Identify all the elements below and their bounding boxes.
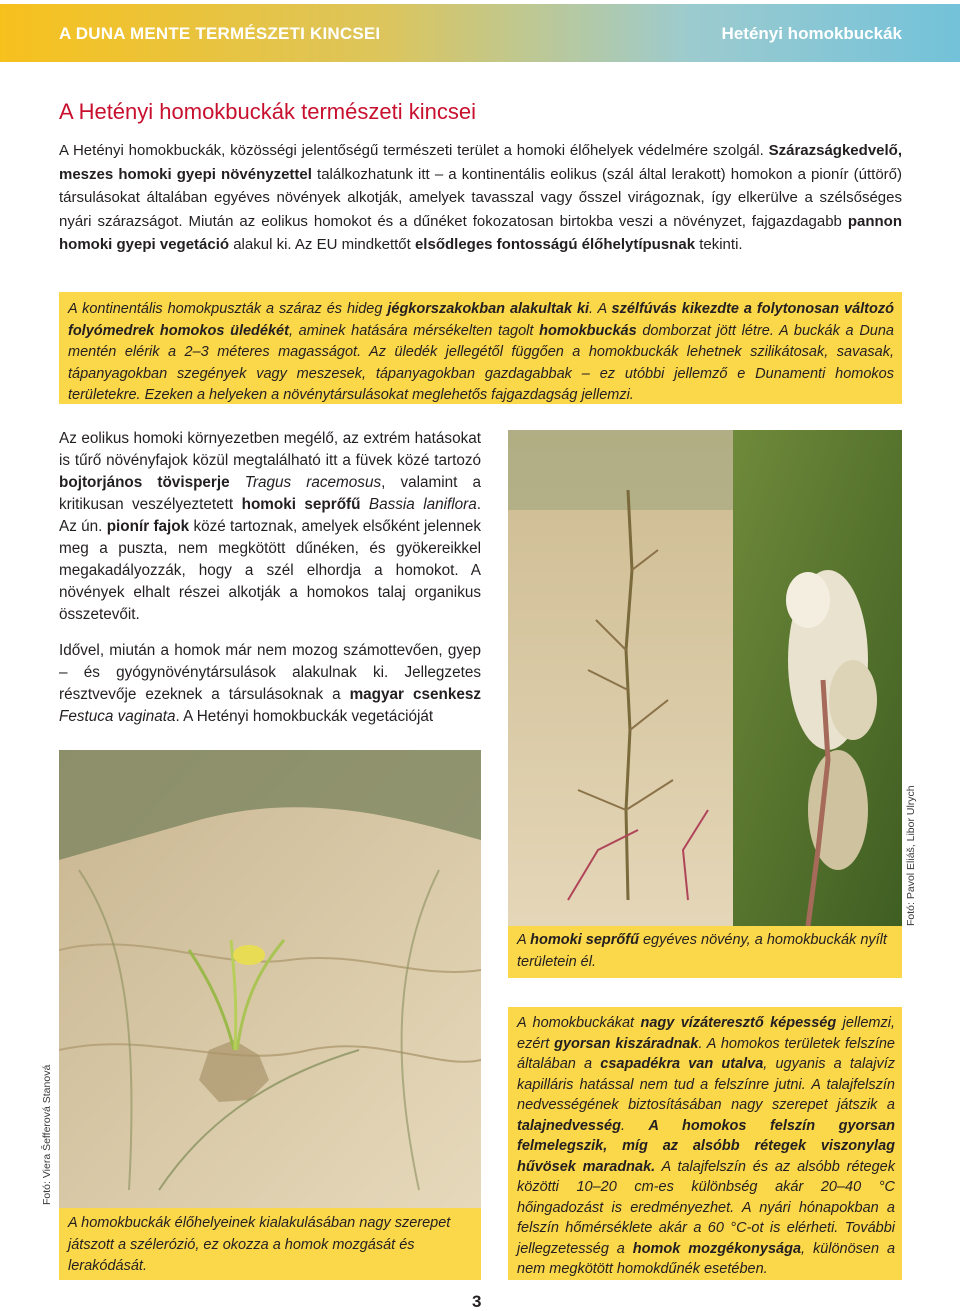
sand-dune-caption-text: A homokbuckák élőhelyeinek kialakulásában nagy szerepet játszott a szélerózió, ez okozza a homok mozgását és lerakódását.: [68, 1215, 451, 1274]
box2-segment: A homokos felszín gyorsan felmelegszik, míg az alsóbb rétegek viszonylag hűvösek maradnak.: [517, 1117, 895, 1175]
bassia-caption: [508, 926, 902, 978]
left-paragraph-pioneer: [59, 428, 481, 626]
box1-segment: A kontinentális homokpuszták a száraz és hideg: [68, 301, 388, 317]
highlight-box-water-text: [517, 1013, 895, 1280]
intro-segment: Szárazságkedvelő, meszes homoki gyepi növényzettel: [59, 142, 902, 183]
box2-segment: nagy vízáteresztő képesség: [640, 1015, 837, 1031]
intro-segment: alakul ki. Az EU mindkettőt: [229, 236, 415, 253]
left_p1-segment: bojtorjános tövisperje: [59, 474, 230, 491]
left_p1-segment: [230, 474, 245, 491]
intro-segment: tekinti.: [695, 236, 743, 253]
page-title: A Hetényi homokbuckák természeti kincsei: [59, 99, 476, 124]
box2-segment: talajnedvesség: [517, 1117, 621, 1134]
bassia-photo: [508, 430, 902, 926]
left_p1-segment: Az eolikus homoki környezetben megélő, az extrém hatásokat is tűrő növényfajok közül megtalálható itt a füvek közé tartozó: [59, 430, 481, 469]
photo-credit-right-text: Fotó: Pavol Eliáš, Libor Ulrych: [905, 785, 917, 926]
box1-segment: . A: [589, 301, 612, 317]
left_p1-segment: . Az ún.: [59, 496, 482, 535]
intro-segment: pannon homoki gyepi vegetáció: [59, 212, 902, 253]
box2-segment: , ugyanis a talajvíz kapilláris hatással nem tud a felszínre jutni. A talajfelszín nedvességének biztosításában nagy szerepet játszik a: [517, 1056, 895, 1113]
photo-credit-left-text: Fotó: Viera Šefferová Stanová: [41, 1064, 53, 1205]
box2-segment: A talajfelszín és az alsóbb rétegek közötti 10–20 cm-es különbség akár 20–40 °C hőingadozást is eredményezhet. A nyári hónapokban a felszín hőmérséklete akár a 60 °C-ot is elérheti. További jellegzetesség a: [517, 1158, 895, 1257]
highlight-box-glacial: [59, 292, 902, 404]
bassia-caption-text: [517, 930, 897, 973]
header-section-title: A DUNA MENTE TERMÉSZETI KINCSEI: [59, 24, 381, 43]
box1-segment: jégkorszakokban alakultak ki: [387, 301, 590, 317]
intro-segment: találkozhatunk itt – a kontinentális eolikus (szál által lerakott) homokon a pionír (úttörő) társulásokat általában egyéves növények alkotják, amelyek tavasszal vagy ősszel virágoznak, így elkerülve a szélsőséges nyári szárazságot. Miután az eolikus homokot és a dűnéket fokozatosan birtokba veszi a növényzet, fajgazdagabb: [59, 165, 903, 230]
sand-dune-caption: [59, 1208, 481, 1280]
photo-credit-left: [41, 1064, 55, 1311]
intro-segment: elsődleges fontosságú élőhelytípusnak: [414, 236, 696, 253]
left_p2-segment: magyar csenkesz: [349, 686, 481, 703]
left_p1-segment: Bassia laniflora: [368, 496, 477, 513]
left_p1-segment: pionír fajok: [106, 518, 190, 535]
box2-segment: , különösen a nem megkötött homokdűnék esetében.: [517, 1240, 896, 1277]
box1-segment: , aminek hatására mérsékelten tagolt: [288, 322, 540, 339]
sand-dune-photo: [59, 750, 481, 1208]
caption_right-segment: homoki seprőfű: [530, 932, 639, 948]
left_p1-segment: közé tartoznak, amelyek elsőként jelennek meg a puszta, nem megkötött dűnéken, és gyökereikkel megakadályozzák, hogy a szél elhordja a homokot. A növények elhalt részei alkotják a homokos talaj organikus összetevőit.: [59, 518, 481, 623]
intro-paragraph: [59, 139, 902, 257]
left-paragraph-grassland: [59, 640, 481, 728]
left_p1-segment: Tragus racemosus: [244, 474, 382, 491]
left_p2-segment: Festuca vaginata: [59, 708, 176, 725]
left_p1-segment: [360, 496, 368, 513]
box1-segment: domborzat jött létre. A buckák a Duna mentén elérik a 2–3 méteres magasságot. Az üledék jellegétől függően a homokbuckák lehetnek szilikátosak, savasak, tápanyagokban szegények vagy meszesek, tápanyagokban gazdagabbak – ez utóbbi jellemző e Dunamenti homokos területekre. Ezeken a helyeken a növénytársulásokat meglehetős fajgazdagság jellemzi.: [68, 322, 894, 403]
left_p2-segment: Idővel, miután a homok már nem mozog számottevően, gyep – és gyógynövénytársulások alakulnak ki. Jellegzetes résztvevője ezeknek a társulásoknak a: [59, 642, 481, 703]
box2-segment: homok mozgékonysága: [632, 1240, 802, 1257]
caption_right-segment: A: [517, 932, 531, 948]
box2-segment: gyorsan kiszáradnak: [554, 1035, 699, 1052]
photo-credit-right: [905, 785, 919, 1066]
box2-segment: .: [620, 1117, 649, 1134]
caption_right-segment: egyéves növény, a homokbuckák nyílt területein él.: [517, 932, 887, 970]
box2-segment: jellemzi, ezért: [517, 1015, 895, 1052]
header-chapter-title: Hetényi homokbuckák: [721, 24, 902, 43]
highlight-box-water: [508, 1007, 902, 1280]
highlight-box-glacial-text: [68, 299, 894, 407]
box1-segment: szélfúvás kikezdte a folytonosan változó folyómedrek homokos üledékét: [68, 301, 894, 339]
box2-segment: csapadékra van utalva: [600, 1056, 764, 1072]
box2-segment: A homokbuckákat: [517, 1015, 641, 1031]
intro-segment: A Hetényi homokbuckák, közösségi jelentőségű természeti terület a homoki élőhelyek védelmére szolgál.: [59, 142, 769, 159]
page-number: 3: [472, 1292, 482, 1311]
box1-segment: homokbuckás: [539, 322, 637, 339]
header-bar: [0, 4, 960, 62]
left-column: [59, 428, 481, 742]
left_p1-segment: , valamint a kritikusan veszélyeztetett: [59, 474, 482, 513]
left_p2-segment: . A Hetényi homokbuckák vegetációját: [175, 708, 434, 725]
left_p1-segment: homoki seprőfű: [241, 496, 361, 513]
box2-segment: . A homokos területek felszíne általában a: [517, 1035, 895, 1072]
